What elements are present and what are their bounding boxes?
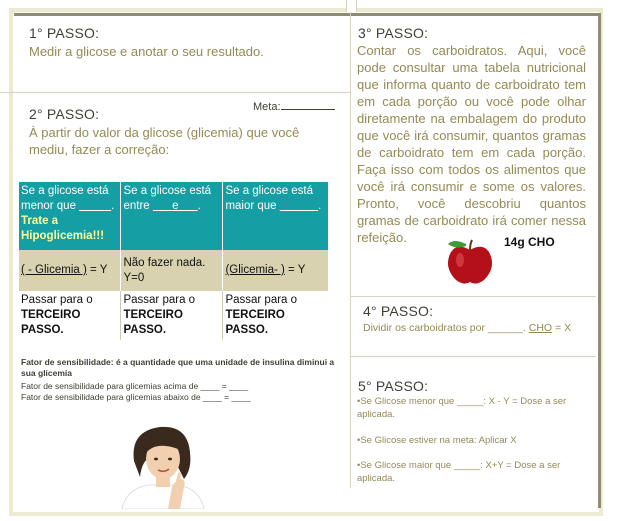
cell-menor: [19, 182, 121, 250]
hipoglicemia-warning: Trate a Hipoglicemia!!!: [21, 215, 105, 242]
fator-line-abaixo: Fator de sensibilidade para glicemias abaixo de ____ = ____: [21, 392, 251, 402]
cell-text: = Y: [284, 264, 306, 276]
meta-blank-line: [281, 100, 335, 110]
meta-field[interactable]: [253, 100, 335, 113]
frame-right-rule: [598, 13, 601, 508]
passo3-text: Contar os carboidratos. Aqui, você pode consultar uma tabela nutricional que informa quanto de carboidrato tem em cada porção ou você pode olhar diretamente na embalagem do produto que você irá consumir, quantos gramas de carboidrato tem em cada porção. Faça isso com todos os alimentos que você irá consumir e some os valores. Pronto, você descobriu quantos gramas de carboidrato irá comer nessa refeição.: [357, 43, 586, 245]
fator-definition: [21, 357, 341, 379]
cell-nada: Não fazer nada. Y=0: [121, 250, 223, 291]
cell-text: TERCEIRO PASSO.: [123, 309, 183, 336]
column-divider: [350, 0, 351, 488]
cell-passar-3: [223, 291, 328, 340]
passo4-title: 4° PASSO:: [363, 303, 434, 319]
correction-table: [19, 182, 328, 340]
cho-label: 14g CHO: [504, 235, 555, 249]
passo1-text: Medir a glicose e anotar o seu resultado.: [29, 44, 264, 59]
passo4-text-pre: Dividir os carboidratos por ______.: [363, 322, 529, 334]
fator-desc: : é a quantidade que uma unidade de insulina diminui a sua glicemia: [21, 357, 335, 378]
cell-text: Passar para o: [123, 294, 196, 306]
passo3-title: 3° PASSO:: [358, 25, 429, 41]
cell-text: = Y: [86, 264, 108, 276]
cell-text: TERCEIRO PASSO.: [21, 309, 81, 336]
cell-maior: [223, 182, 328, 250]
divider-passo3: [351, 296, 596, 297]
cell-text: Se a glicose está maior que: [225, 185, 314, 212]
passo4-text: [363, 320, 591, 337]
cell-text: .: [197, 200, 201, 212]
cell-text: TERCEIRO PASSO.: [225, 309, 285, 336]
cell-text: ( - Glicemia ): [21, 264, 87, 276]
cell-text: e: [172, 200, 179, 212]
cell-formula-maior: [223, 250, 328, 291]
passo4-text-cho: CHO: [528, 322, 553, 334]
cell-text: Passar para o: [225, 294, 298, 306]
passo5-item-meta: •Se Glicose estiver na meta: Aplicar X: [357, 435, 517, 446]
cell-text: Se a glicose está menor que: [21, 185, 109, 212]
cell-passar-1: [19, 291, 121, 340]
apple-illustration: [444, 238, 496, 286]
divider-passo4: [351, 356, 596, 357]
cell-formula-menor: [19, 250, 121, 291]
passo2-text: À partir do valor da glicose (glicemia) que você mediu, fazer a correção:: [29, 125, 300, 157]
passo5-item-menor: •Se Glicose menor que _____: X - Y = Dose a ser aplicada.: [357, 396, 567, 420]
divider-passo1: [0, 92, 350, 93]
passo5-title: 5° PASSO:: [358, 378, 429, 394]
passo2-title: 2° PASSO:: [29, 106, 100, 122]
table-row: [19, 291, 328, 340]
cell-text: Passar para o: [21, 294, 93, 306]
passo1-title: 1° PASSO:: [29, 25, 100, 41]
thinking-woman-illustration: [112, 423, 212, 509]
cell-text: .: [111, 200, 115, 212]
meta-label: Meta:: [253, 101, 281, 113]
cell-text: (Glicemia- ): [225, 264, 285, 276]
cell-entre: [121, 182, 223, 250]
table-row: [19, 250, 328, 291]
cell-passar-2: [121, 291, 223, 340]
passo5-item-maior: •Se Glicose maior que _____: X+Y = Dose a ser aplicada.: [357, 460, 561, 484]
table-row: [19, 182, 328, 250]
passo4-text-post: = X: [552, 322, 572, 334]
fold-tab: [346, 0, 357, 12]
fator-sensibilidade: [21, 357, 341, 403]
fator-term: Fator de sensibilidade: [21, 357, 111, 367]
cell-text: Se a glicose está entre: [123, 185, 212, 212]
fator-line-acima: Fator de sensibilidade para glicemias acima de ____ = ____: [21, 381, 249, 391]
frame-top-rule: [14, 13, 600, 16]
cell-text: .: [318, 200, 322, 212]
